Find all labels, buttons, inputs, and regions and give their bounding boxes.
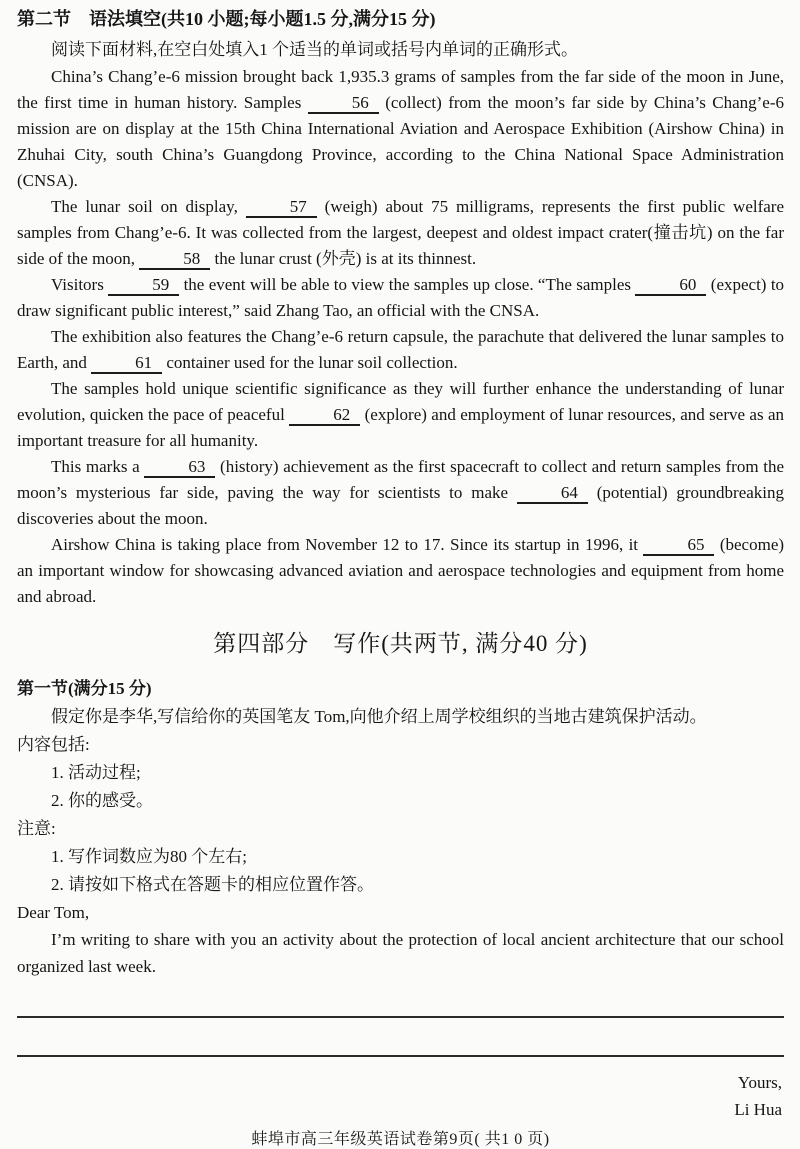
blank-63: 63 bbox=[144, 457, 215, 478]
content-item-2: 2. 你的感受。 bbox=[51, 791, 153, 810]
section1-heading: 第一节(满分15 分) bbox=[17, 679, 152, 698]
passage-paragraph-7 bbox=[17, 532, 784, 610]
note-item-1: 1. 写作词数应为80 个左右; bbox=[51, 847, 247, 866]
passage-paragraph-4 bbox=[17, 324, 784, 376]
closing: Yours, bbox=[737, 1073, 782, 1092]
passage-text: container used for the lunar soil collection. bbox=[166, 353, 458, 372]
passage-text: the lunar crust (外壳) is at its thinnest. bbox=[214, 249, 477, 268]
passage-paragraph-5 bbox=[17, 376, 784, 454]
answer-line-1 bbox=[17, 1016, 784, 1018]
passage-text: Visitors bbox=[51, 275, 104, 294]
passage-text: The samples hold unique scientific significance as they will further enhance the understanding of lunar evolution, quicken the pace of peaceful bbox=[17, 379, 784, 424]
blank-65: 65 bbox=[643, 535, 714, 556]
passage-text: Airshow China is taking place from November 12 to 17. Since its startup in 1996, it bbox=[51, 535, 639, 554]
passage-text: China’s Chang’e-6 mission brought back 1,935.3 grams of samples from the far side of the moon in June, the first time in human history. Samples bbox=[17, 67, 784, 112]
passage-text: (expect) to draw significant public interest,” said Zhang Tao, an official with the CNSA. bbox=[17, 275, 785, 320]
signature-block bbox=[17, 1069, 784, 1123]
passage-text: The lunar soil on display, bbox=[51, 197, 238, 216]
passage-text: (history) achievement as the first spacecraft to collect and return samples from the moon’s mysterious far side, paving the way for scientists to make bbox=[17, 457, 785, 502]
blank-57: 57 bbox=[246, 197, 317, 218]
signature: Li Hua bbox=[734, 1100, 782, 1119]
passage-paragraph-1 bbox=[17, 64, 784, 194]
blank-61: 61 bbox=[91, 353, 162, 374]
passage-text: (collect) from the moon’s far side by China’s Chang’e-6 mission are on display at the 15th China International Aviation and Aerospace Exhibition (Airshow China) in Zhuhai City, south China’s Guangdong Province, according to the China National Space Administration (CNSA). bbox=[17, 93, 784, 190]
passage-paragraph-3 bbox=[17, 272, 784, 324]
passage-text: (become) an important window for showcasing advanced aviation and aerospace technologies and equipment from home and abroad. bbox=[17, 535, 785, 606]
passage-text: (potential) groundbreaking discoveries about the moon. bbox=[17, 483, 785, 528]
blank-56: 56 bbox=[308, 93, 379, 114]
passage-text: (weigh) about 75 milligrams, represents the first public welfare samples from Chang’e-6. It was collected from the largest, deepest and oldest impact crater(撞击坑) on the far side of the moon, bbox=[17, 197, 785, 268]
content-label: 内容包括: bbox=[17, 735, 90, 754]
blank-59: 59 bbox=[108, 275, 179, 296]
letter-opening: I’m writing to share with you an activity about the protection of local ancient architecture that our school organized last week. bbox=[17, 930, 784, 976]
blank-64: 64 bbox=[517, 483, 588, 504]
passage-text: (explore) and employment of lunar resources, and serve as an important treasure for all humanity. bbox=[17, 405, 785, 450]
part4-heading: 第四部分 写作(共两节, 满分40 分) bbox=[213, 631, 588, 656]
passage-paragraph-6 bbox=[17, 454, 784, 532]
blank-62: 62 bbox=[289, 405, 360, 426]
page-footer: 蚌埠市高三年级英语试卷第9页( 共1 0 页) bbox=[251, 1131, 550, 1148]
passage-text: the event will be able to view the samples up close. “The samples bbox=[183, 275, 632, 294]
answer-line-2 bbox=[17, 1055, 784, 1057]
section2-instructions: 阅读下面材料,在空白处填入1 个适当的单词或括号内单词的正确形式。 bbox=[51, 40, 578, 59]
content-item-1: 1. 活动过程; bbox=[51, 763, 141, 782]
passage-paragraph-2 bbox=[17, 194, 784, 272]
passage-text: The exhibition also features the Chang’e-6 return capsule, the parachute that delivered the lunar samples to Earth, and bbox=[17, 327, 784, 372]
passage-text: This marks a bbox=[51, 457, 140, 476]
notes-label: 注意: bbox=[17, 819, 56, 838]
note-item-2: 2. 请按如下格式在答题卡的相应位置作答。 bbox=[51, 875, 374, 894]
writing-prompt: 假定你是李华,写信给你的英国笔友 Tom,向他介绍上周学校组织的当地古建筑保护活动。 bbox=[51, 707, 707, 726]
blank-58: 58 bbox=[139, 249, 210, 270]
blank-60: 60 bbox=[635, 275, 706, 296]
salutation: Dear Tom, bbox=[17, 903, 90, 922]
section2-heading: 第二节 语法填空(共10 小题;每小题1.5 分,满分15 分) bbox=[17, 9, 436, 29]
